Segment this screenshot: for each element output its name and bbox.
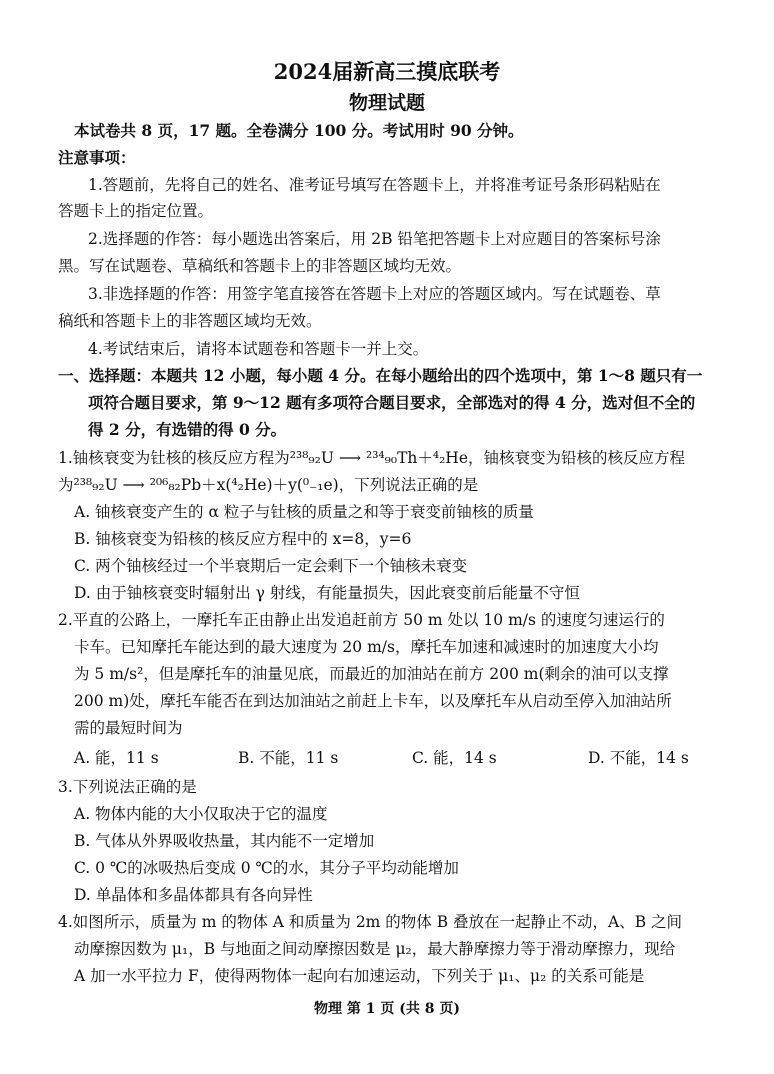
page-footer: 物理 第 1 页 (共 8 页) [314,1001,460,1017]
q3-option-c: C. 0 ℃的冰吸热后变成 0 ℃的水，其分子平均动能增加 [74,859,459,877]
notice-item-2a: 2.选择题的作答：每小题选出答案后，用 2B 铅笔把答题卡上对应题目的答案标号涂 [88,230,661,248]
q1-option-d: D. 由于铀核衰变时辐射出 γ 射线，有能量损失，因此衰变前后能量不守恒 [74,584,580,602]
q4-stem-3: A 加一水平拉力 F，使得两物体一起向右加速运动，下列关于 μ₁、μ₂ 的关系可能是 [74,967,645,985]
q3-stem: 3.下列说法正确的是 [58,778,197,796]
exam-title: 2024届新高三摸底联考 [273,59,501,84]
subject-title: 物理试题 [348,92,425,114]
q2-option-d: D. 不能，14 s [588,749,689,767]
notice-heading: 注意事项： [58,148,136,167]
q3-option-b: B. 气体从外界吸收热量，其内能不一定增加 [74,832,375,850]
q4-stem-1: 4.如图所示，质量为 m 的物体 A 和质量为 2m 的物体 B 叠放在一起静止不动，A、B 之间 [58,913,683,931]
notice-item-3a: 3.非选择题的作答：用签字笔直接答在答题卡上对应的答题区域内。写在试题卷、草 [88,285,661,303]
q1-option-a: A. 铀核衰变产生的 α 粒子与钍核的质量之和等于衰变前铀核的质量 [74,503,534,521]
q1-option-c: C. 两个铀核经过一个半衰期后一定会剩下一个铀核未衰变 [74,557,468,575]
notice-item-4: 4.考试结束后，请将本试题卷和答题卡一并上交。 [88,340,429,358]
section-heading-line-2: 项符合题目要求，第 9～12 题有多项符合题目要求，全部选对的得 4 分，选对但不全的 [88,393,696,412]
q2-stem-4: 200 m)处，摩托车能否在到达加油站之前赶上卡车，以及摩托车从启动至停入加油站所 [74,692,672,710]
q2-stem-2: 卡车。已知摩托车能达到的最大速度为 20 m/s，摩托车加速和减速时的加速度大小均 [74,638,659,656]
q2-option-c: C. 能，14 s [412,749,497,767]
section-heading-line-3: 得 2 分，有选错的得 0 分。 [88,420,287,439]
q1-stem-1: 1.铀核衰变为钍核的核反应方程为²³⁸₉₂U ⟶ ²³⁴₉₀Th＋⁴₂He，铀核衰变为铅核的核反应方程 [58,449,686,467]
q2-stem-5: 需的最短时间为 [74,719,183,737]
notice-item-2b: 黑。写在试题卷、草稿纸和答题卡上的非答题区域均无效。 [58,257,462,275]
q2-stem-3: 为 5 m/s²，但是摩托车的油量见底，而最近的加油站在前方 200 m(剩余的油可以支撑 [74,665,669,683]
notice-item-1b: 答题卡上的指定位置。 [58,202,214,220]
exam-info: 本试卷共 8 页，17 题。全卷满分 100 分。考试用时 90 分钟。 [74,121,524,140]
q2-option-a: A. 能，11 s [74,749,159,767]
q4-stem-2: 动摩擦因数为 μ₁，B 与地面之间动摩擦因数是 μ₂，最大静摩擦力等于滑动摩擦力，现给 [74,940,676,958]
q2-stem-1: 2.平直的公路上，一摩托车正由静止出发追赶前方 50 m 处以 10 m/s 的速度匀速运行的 [58,611,665,629]
q1-option-b: B. 铀核衰变为铅核的核反应方程中的 x=8，y=6 [74,530,412,548]
q1-stem-2: 为²³⁸₉₂U ⟶ ²⁰⁶₈₂Pb＋x(⁴₂He)＋y(⁰₋₁e)，下列说法正确的是 [58,476,479,494]
notice-item-3b: 稿纸和答题卡上的非答题区域均无效。 [58,312,322,330]
q3-option-d: D. 单晶体和多晶体都具有各向异性 [74,886,313,904]
q3-option-a: A. 物体内能的大小仅取决于它的温度 [74,805,328,823]
section-heading-line-1: 一、选择题：本题共 12 小题，每小题 4 分。在每小题给出的四个选项中，第 1～8 题只有一 [58,366,703,385]
notice-item-1a: 1.答题前，先将自己的姓名、准考证号填写在答题卡上，并将准考证号条形码粘贴在 [88,176,661,194]
q2-option-b: B. 不能，11 s [238,749,339,767]
